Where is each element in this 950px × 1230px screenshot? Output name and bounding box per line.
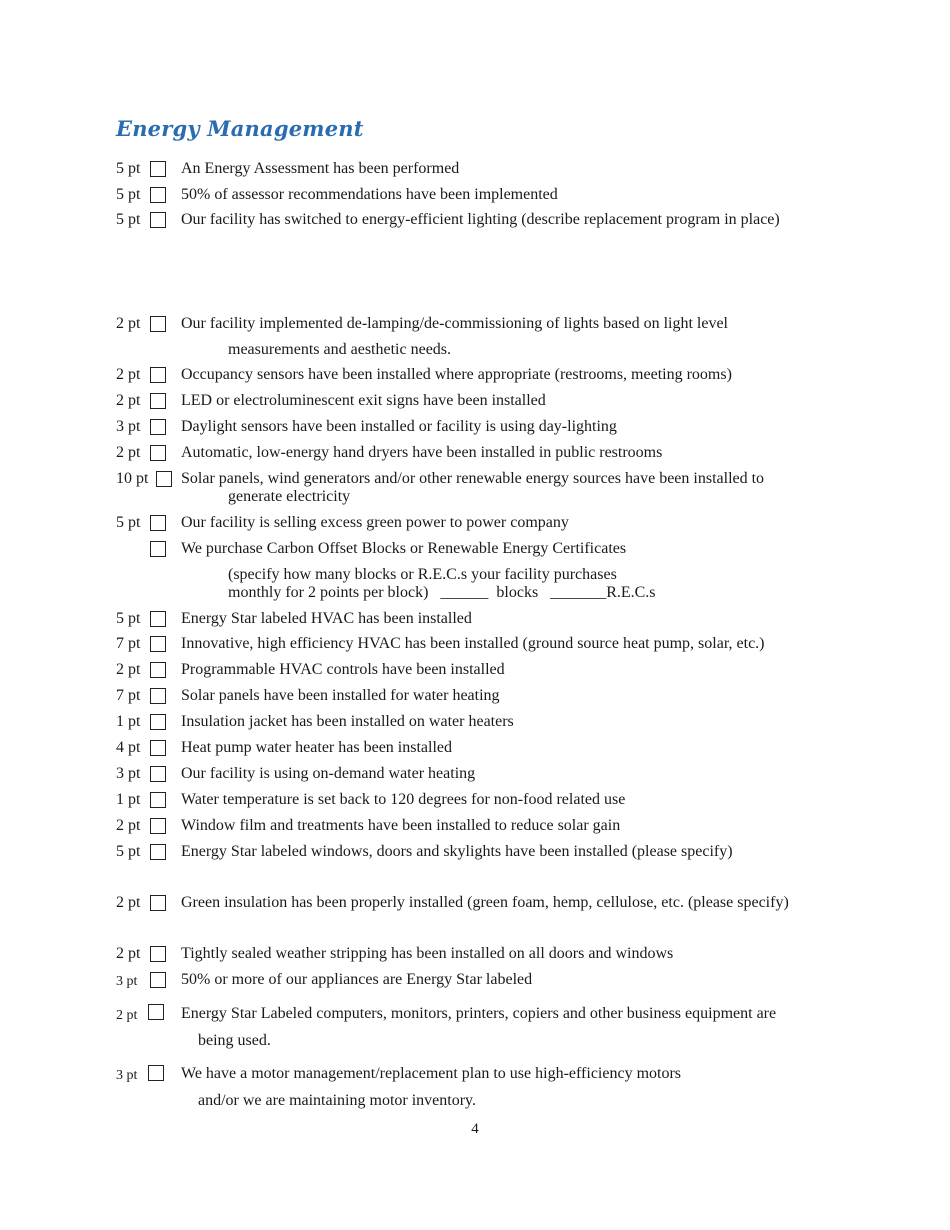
checklist-item xyxy=(0,842,950,866)
item-text-continuation: (specify how many blocks or R.E.C.s your facility purchases xyxy=(228,566,617,583)
points-label: 3 pt xyxy=(116,1068,138,1083)
checklist-item xyxy=(0,513,950,537)
checklist-item xyxy=(0,609,950,633)
points-label: 3 pt xyxy=(116,765,141,782)
checklist-item xyxy=(0,944,950,968)
points-label: 5 pt xyxy=(116,514,141,531)
item-text: Our facility is selling excess green power to power company xyxy=(181,514,569,531)
checkbox[interactable] xyxy=(150,161,166,177)
checklist-item xyxy=(0,159,950,183)
points-label: 5 pt xyxy=(116,186,141,203)
checklist-item xyxy=(0,417,950,441)
checklist-item xyxy=(0,391,950,415)
checklist-item xyxy=(0,314,950,338)
item-text: Automatic, low-energy hand dryers have been installed in public restrooms xyxy=(181,444,663,461)
item-text: Occupancy sensors have been installed where appropriate (restrooms, meeting rooms) xyxy=(181,366,732,383)
checklist-item xyxy=(0,210,950,234)
checkbox[interactable] xyxy=(148,1065,164,1081)
item-text: Daylight sensors have been installed or facility is using day-lighting xyxy=(181,418,617,435)
checklist-item xyxy=(0,816,950,840)
points-label: 4 pt xyxy=(116,739,141,756)
checkbox[interactable] xyxy=(150,212,166,228)
points-label: 7 pt xyxy=(116,635,141,652)
points-label: 5 pt xyxy=(116,211,141,228)
checklist-item xyxy=(0,365,950,389)
checkbox[interactable] xyxy=(150,187,166,203)
item-text: Our facility has switched to energy-efficient lighting (describe replacement program in place) xyxy=(181,211,780,228)
checkbox[interactable] xyxy=(150,714,166,730)
points-label: 2 pt xyxy=(116,894,141,911)
checklist-item xyxy=(0,185,950,209)
points-label: 2 pt xyxy=(116,444,141,461)
item-text-continuation: being used. xyxy=(198,1032,271,1049)
item-text: We purchase Carbon Offset Blocks or Renewable Energy Certificates xyxy=(181,540,627,557)
checklist-item xyxy=(0,1004,950,1028)
points-label: 1 pt xyxy=(116,713,141,730)
item-text-continuation: measurements and aesthetic needs. xyxy=(228,341,452,358)
checkbox[interactable] xyxy=(150,515,166,531)
checklist-item xyxy=(0,738,950,762)
checkbox[interactable] xyxy=(150,818,166,834)
points-label: 1 pt xyxy=(116,791,141,808)
item-text: Our facility implemented de-lamping/de-commissioning of lights based on light level xyxy=(181,315,728,332)
points-label: 5 pt xyxy=(116,610,141,627)
item-text-continuation: generate electricity xyxy=(228,488,351,505)
checklist-item xyxy=(0,790,950,814)
points-label: 2 pt xyxy=(116,945,141,962)
item-text: Solar panels have been installed for water heating xyxy=(181,687,500,704)
item-text: We have a motor management/replacement plan to use high-efficiency motors xyxy=(181,1065,682,1082)
item-text: Energy Star labeled windows, doors and skylights have been installed (please specify) xyxy=(181,843,733,860)
item-text: 50% of assessor recommendations have been implemented xyxy=(181,186,558,203)
item-text: Energy Star labeled HVAC has been installed xyxy=(181,610,472,627)
item-text: Insulation jacket has been installed on water heaters xyxy=(181,713,514,730)
points-label: 7 pt xyxy=(116,687,141,704)
checkbox[interactable] xyxy=(156,471,172,487)
item-text-continuation: and/or we are maintaining motor inventory. xyxy=(198,1092,476,1109)
checkbox[interactable] xyxy=(150,445,166,461)
item-text: Window film and treatments have been installed to reduce solar gain xyxy=(181,817,621,834)
checkbox[interactable] xyxy=(150,895,166,911)
checkbox[interactable] xyxy=(150,419,166,435)
item-text: Water temperature is set back to 120 degrees for non-food related use xyxy=(181,791,626,808)
item-text: Green insulation has been properly installed (green foam, hemp, cellulose, etc. (please specify) xyxy=(181,894,789,911)
checkbox[interactable] xyxy=(150,844,166,860)
item-text: Heat pump water heater has been installed xyxy=(181,739,452,756)
checkbox[interactable] xyxy=(150,662,166,678)
checklist-item xyxy=(0,469,950,493)
checklist-item xyxy=(0,443,950,467)
page-number: 4 xyxy=(471,1121,479,1137)
item-text-continuation: monthly for 2 points per block) ______ blocks _______R.E.C.s xyxy=(228,584,656,601)
checkbox[interactable] xyxy=(150,393,166,409)
item-text: Our facility is using on-demand water heating xyxy=(181,765,476,782)
points-label: 2 pt xyxy=(116,392,141,409)
checkbox[interactable] xyxy=(150,541,166,557)
checkbox[interactable] xyxy=(150,740,166,756)
checklist-item xyxy=(0,686,950,710)
checklist-item xyxy=(0,970,950,994)
item-text: Energy Star Labeled computers, monitors, printers, copiers and other business equipment are xyxy=(181,1005,777,1022)
points-label: 2 pt xyxy=(116,1008,138,1023)
points-label: 3 pt xyxy=(116,974,138,989)
checkbox[interactable] xyxy=(150,688,166,704)
checkbox[interactable] xyxy=(148,1004,164,1020)
checklist-item xyxy=(0,634,950,658)
checklist-item xyxy=(0,660,950,684)
points-label: 3 pt xyxy=(116,418,141,435)
points-label: 10 pt xyxy=(116,470,149,487)
checklist-item xyxy=(0,539,950,563)
item-text: LED or electroluminescent exit signs have been installed xyxy=(181,392,546,409)
points-label: 5 pt xyxy=(116,843,141,860)
checklist-item xyxy=(0,893,950,917)
checkbox[interactable] xyxy=(150,316,166,332)
points-label: 2 pt xyxy=(116,315,141,332)
points-label: 2 pt xyxy=(116,661,141,678)
item-text: 50% or more of our appliances are Energy Star labeled xyxy=(181,971,533,988)
checkbox[interactable] xyxy=(150,946,166,962)
checklist-item xyxy=(0,712,950,736)
checklist-item xyxy=(0,764,950,788)
checkbox[interactable] xyxy=(150,636,166,652)
item-text: Programmable HVAC controls have been installed xyxy=(181,661,505,678)
checkbox[interactable] xyxy=(150,367,166,383)
item-text: An Energy Assessment has been performed xyxy=(181,160,460,177)
points-label: 2 pt xyxy=(116,366,141,383)
section-title: Energy Management xyxy=(116,116,364,141)
points-label: 5 pt xyxy=(116,160,141,177)
checkbox[interactable] xyxy=(150,972,166,988)
item-text: Innovative, high efficiency HVAC has been installed (ground source heat pump, solar, etc.) xyxy=(181,635,765,652)
checkbox[interactable] xyxy=(150,611,166,627)
item-text: Solar panels, wind generators and/or other renewable energy sources have been installed to xyxy=(181,470,765,487)
checklist-item xyxy=(0,1064,950,1088)
points-label: 2 pt xyxy=(116,817,141,834)
checkbox[interactable] xyxy=(150,792,166,808)
checkbox[interactable] xyxy=(150,766,166,782)
item-text: Tightly sealed weather stripping has been installed on all doors and windows xyxy=(181,945,674,962)
